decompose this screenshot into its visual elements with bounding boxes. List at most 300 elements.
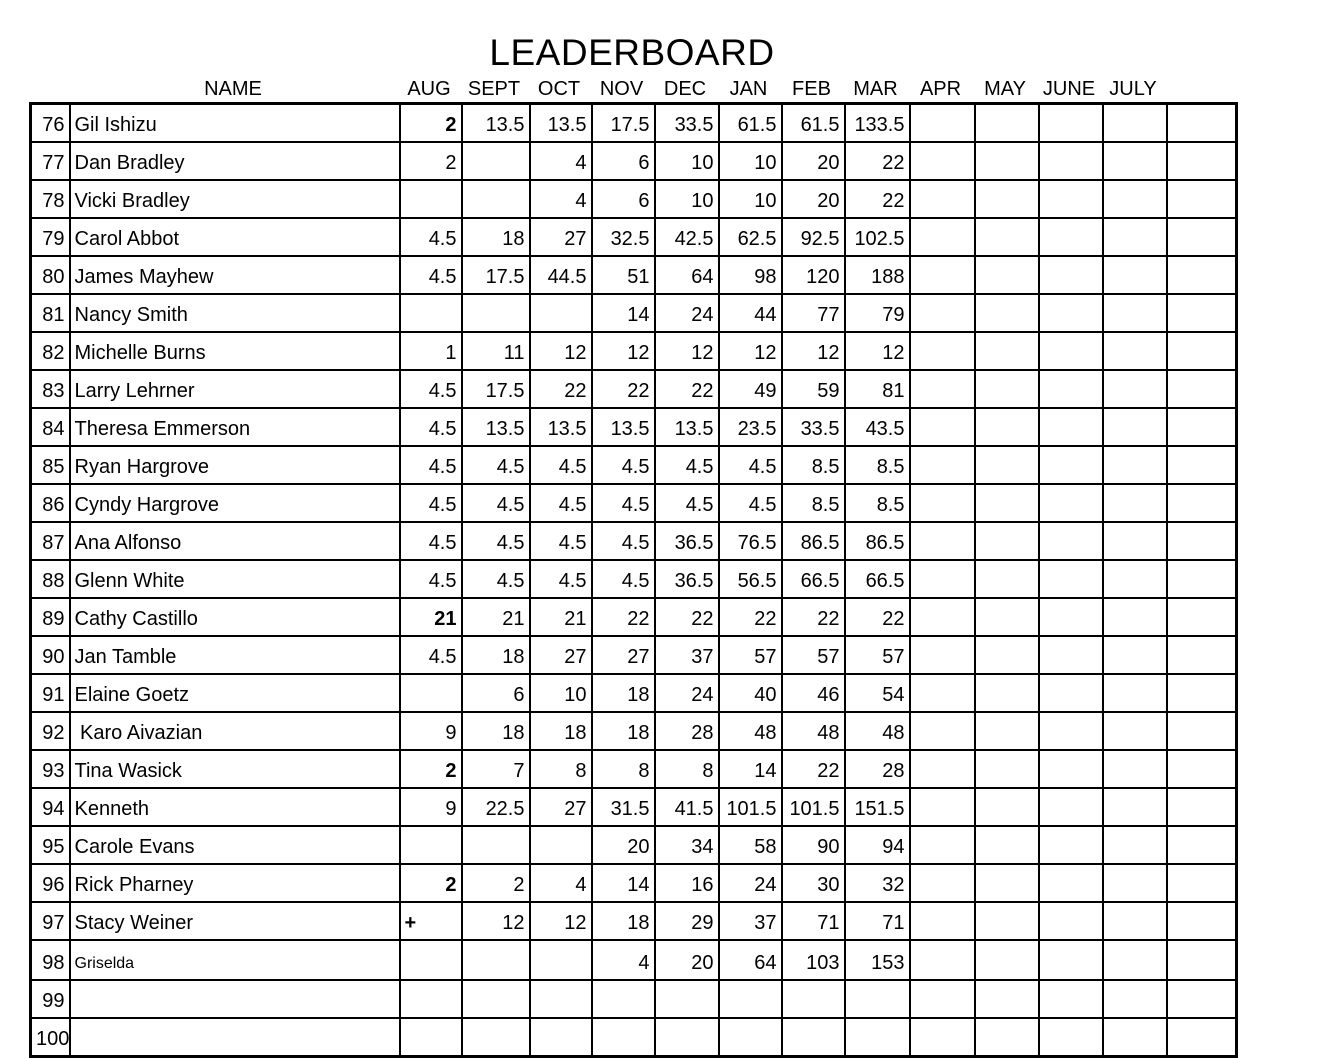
table-row <box>31 1018 1237 1057</box>
value-cell: 46 <box>782 674 845 712</box>
name-cell: Larry Lehrner <box>70 370 400 408</box>
value-cell: 13.5 <box>462 408 530 446</box>
value-cell <box>1039 218 1103 256</box>
value-cell: 86.5 <box>845 522 910 560</box>
value-cell: 57 <box>719 636 782 674</box>
row-number-cell: 98 <box>31 940 70 980</box>
value-cell <box>910 560 975 598</box>
value-cell: 4.5 <box>462 560 530 598</box>
row-number-cell: 86 <box>31 484 70 522</box>
value-cell: 2 <box>462 864 530 902</box>
value-cell <box>1103 408 1167 446</box>
value-cell <box>975 940 1039 980</box>
value-cell: 90 <box>782 826 845 864</box>
value-cell: 17.5 <box>462 256 530 294</box>
value-cell <box>1103 142 1167 180</box>
value-cell: 51 <box>592 256 655 294</box>
value-cell <box>1103 560 1167 598</box>
value-cell: 32 <box>845 864 910 902</box>
name-cell <box>70 1018 400 1057</box>
value-cell <box>975 142 1039 180</box>
value-cell: 4.5 <box>592 446 655 484</box>
value-cell <box>530 826 592 864</box>
value-cell: 86.5 <box>782 522 845 560</box>
value-cell <box>1167 864 1237 902</box>
value-cell: 64 <box>719 940 782 980</box>
name-cell: Stacy Weiner <box>70 902 400 940</box>
table-row <box>31 598 1237 636</box>
value-cell <box>910 980 975 1018</box>
column-header-oct: OCT <box>537 78 581 100</box>
value-cell: 18 <box>462 218 530 256</box>
value-cell: 56.5 <box>719 560 782 598</box>
value-cell: 20 <box>782 180 845 218</box>
value-cell <box>1103 446 1167 484</box>
value-cell: 12 <box>782 332 845 370</box>
table-row <box>31 826 1237 864</box>
value-cell: 1 <box>400 332 462 370</box>
value-cell <box>1039 446 1103 484</box>
value-cell: 2 <box>400 142 462 180</box>
value-cell: 12 <box>530 332 592 370</box>
value-cell: 48 <box>845 712 910 750</box>
value-cell <box>1167 902 1237 940</box>
value-cell: 153 <box>845 940 910 980</box>
value-cell <box>1103 980 1167 1018</box>
value-cell <box>719 980 782 1018</box>
value-cell: 12 <box>845 332 910 370</box>
value-cell: 40 <box>719 674 782 712</box>
value-cell <box>1167 560 1237 598</box>
value-cell <box>1039 484 1103 522</box>
row-number-cell: 84 <box>31 408 70 446</box>
name-cell: Ryan Hargrove <box>70 446 400 484</box>
value-cell <box>1167 674 1237 712</box>
value-cell <box>462 180 530 218</box>
value-cell <box>1103 788 1167 826</box>
table-row <box>31 940 1237 980</box>
value-cell: 10 <box>719 180 782 218</box>
table-row <box>31 560 1237 598</box>
name-cell: Jan Tamble <box>70 636 400 674</box>
column-header-feb: FEB <box>792 78 831 100</box>
value-cell: 8.5 <box>782 446 845 484</box>
value-cell: 92.5 <box>782 218 845 256</box>
value-cell <box>1167 370 1237 408</box>
value-cell <box>719 1018 782 1057</box>
table-row <box>31 104 1237 143</box>
value-cell <box>462 1018 530 1057</box>
value-cell <box>1103 826 1167 864</box>
value-cell <box>1167 446 1237 484</box>
value-cell <box>1103 370 1167 408</box>
value-cell: 9 <box>400 788 462 826</box>
table-row <box>31 864 1237 902</box>
column-header-name: NAME <box>204 78 262 100</box>
table-row <box>31 332 1237 370</box>
value-cell: 22 <box>719 598 782 636</box>
value-cell: 58 <box>719 826 782 864</box>
value-cell <box>530 294 592 332</box>
value-cell <box>975 522 1039 560</box>
value-cell <box>910 332 975 370</box>
value-cell <box>462 980 530 1018</box>
value-cell <box>655 980 719 1018</box>
value-cell <box>910 408 975 446</box>
value-cell <box>1039 370 1103 408</box>
value-cell: 66.5 <box>845 560 910 598</box>
value-cell <box>910 104 975 143</box>
value-cell <box>400 180 462 218</box>
value-cell: 77 <box>782 294 845 332</box>
value-cell: 10 <box>530 674 592 712</box>
row-number-cell: 96 <box>31 864 70 902</box>
value-cell <box>1167 636 1237 674</box>
value-cell <box>462 826 530 864</box>
value-cell <box>1103 674 1167 712</box>
value-cell: 8.5 <box>845 484 910 522</box>
value-cell: 13.5 <box>462 104 530 143</box>
value-cell: 44 <box>719 294 782 332</box>
row-number-cell: 80 <box>31 256 70 294</box>
value-cell <box>1167 256 1237 294</box>
value-cell <box>1039 560 1103 598</box>
value-cell: 20 <box>782 142 845 180</box>
value-cell: 4.5 <box>530 446 592 484</box>
name-cell <box>70 980 400 1018</box>
value-cell: 6 <box>592 142 655 180</box>
value-cell: 33.5 <box>655 104 719 143</box>
value-cell <box>975 598 1039 636</box>
value-cell: 4.5 <box>462 522 530 560</box>
value-cell: 71 <box>782 902 845 940</box>
value-cell: 4.5 <box>655 484 719 522</box>
value-cell: 2 <box>400 864 462 902</box>
name-cell: Dan Bradley <box>70 142 400 180</box>
value-cell <box>975 256 1039 294</box>
value-cell <box>910 522 975 560</box>
value-cell: 4 <box>530 180 592 218</box>
column-header-sept: SEPT <box>467 78 521 100</box>
value-cell: 4.5 <box>400 446 462 484</box>
value-cell: 4.5 <box>400 636 462 674</box>
table-row <box>31 370 1237 408</box>
name-cell: Carole Evans <box>70 826 400 864</box>
value-cell <box>910 902 975 940</box>
value-cell: 22 <box>845 180 910 218</box>
value-cell: 17.5 <box>462 370 530 408</box>
value-cell: 12 <box>719 332 782 370</box>
value-cell: 81 <box>845 370 910 408</box>
column-header-jan: JAN <box>729 78 768 100</box>
name-cell: Glenn White <box>70 560 400 598</box>
value-cell <box>1167 826 1237 864</box>
value-cell <box>1167 598 1237 636</box>
value-cell: 8.5 <box>845 446 910 484</box>
value-cell: 4.5 <box>400 560 462 598</box>
value-cell: 29 <box>655 902 719 940</box>
value-cell: 4.5 <box>655 446 719 484</box>
value-cell <box>975 712 1039 750</box>
value-cell <box>975 446 1039 484</box>
value-cell: 27 <box>530 636 592 674</box>
value-cell: 6 <box>592 180 655 218</box>
value-cell <box>1103 522 1167 560</box>
value-cell: 2 <box>400 104 462 143</box>
value-cell: 59 <box>782 370 845 408</box>
value-cell: 4.5 <box>530 484 592 522</box>
value-cell <box>1167 712 1237 750</box>
name-cell: Tina Wasick <box>70 750 400 788</box>
value-cell: 4.5 <box>592 522 655 560</box>
row-number-cell: 81 <box>31 294 70 332</box>
row-number-cell: 99 <box>31 980 70 1018</box>
value-cell <box>910 788 975 826</box>
value-cell: 101.5 <box>782 788 845 826</box>
value-cell: 14 <box>592 294 655 332</box>
value-cell: 48 <box>719 712 782 750</box>
value-cell <box>592 1018 655 1057</box>
row-number-cell: 85 <box>31 446 70 484</box>
value-cell: 4.5 <box>592 484 655 522</box>
value-cell: 102.5 <box>845 218 910 256</box>
column-header-aug: AUG <box>407 78 451 100</box>
value-cell: 44.5 <box>530 256 592 294</box>
value-cell <box>1167 142 1237 180</box>
value-cell: 18 <box>592 712 655 750</box>
value-cell: 4.5 <box>530 522 592 560</box>
value-cell <box>592 980 655 1018</box>
value-cell <box>1039 256 1103 294</box>
value-cell: 4.5 <box>400 522 462 560</box>
row-number-cell: 78 <box>31 180 70 218</box>
value-cell: 22 <box>845 598 910 636</box>
value-cell: 8.5 <box>782 484 845 522</box>
value-cell <box>1103 294 1167 332</box>
row-number-cell: 76 <box>31 104 70 143</box>
value-cell: 8 <box>530 750 592 788</box>
column-header-may: MAY <box>984 78 1026 100</box>
value-cell <box>1039 104 1103 143</box>
value-cell: + <box>400 902 462 940</box>
value-cell: 22 <box>655 598 719 636</box>
value-cell <box>782 1018 845 1057</box>
value-cell <box>910 864 975 902</box>
value-cell: 57 <box>845 636 910 674</box>
row-number-cell: 89 <box>31 598 70 636</box>
row-number-cell: 95 <box>31 826 70 864</box>
value-cell: 24 <box>719 864 782 902</box>
value-cell: 9 <box>400 712 462 750</box>
row-number-cell: 90 <box>31 636 70 674</box>
value-cell: 4 <box>592 940 655 980</box>
value-cell <box>1103 750 1167 788</box>
table-row <box>31 180 1237 218</box>
row-number-cell: 88 <box>31 560 70 598</box>
column-header-june: JUNE <box>1042 78 1096 100</box>
value-cell: 24 <box>655 674 719 712</box>
value-cell: 4.5 <box>592 560 655 598</box>
value-cell: 12 <box>530 902 592 940</box>
value-cell <box>910 712 975 750</box>
table-row <box>31 902 1237 940</box>
value-cell <box>462 294 530 332</box>
value-cell <box>1167 1018 1237 1057</box>
value-cell: 12 <box>655 332 719 370</box>
value-cell: 151.5 <box>845 788 910 826</box>
value-cell: 4 <box>530 142 592 180</box>
table-row <box>31 294 1237 332</box>
name-cell: Elaine Goetz <box>70 674 400 712</box>
column-header-mar: MAR <box>853 78 898 100</box>
table-row <box>31 636 1237 674</box>
value-cell <box>975 370 1039 408</box>
value-cell: 57 <box>782 636 845 674</box>
value-cell <box>910 484 975 522</box>
value-cell <box>530 1018 592 1057</box>
name-cell: Cathy Castillo <box>70 598 400 636</box>
value-cell: 62.5 <box>719 218 782 256</box>
value-cell: 13.5 <box>530 408 592 446</box>
value-cell: 66.5 <box>782 560 845 598</box>
value-cell: 27 <box>592 636 655 674</box>
value-cell <box>975 104 1039 143</box>
value-cell: 10 <box>719 142 782 180</box>
column-header-nov: NOV <box>599 78 644 100</box>
value-cell <box>1103 180 1167 218</box>
value-cell <box>975 294 1039 332</box>
value-cell <box>1039 522 1103 560</box>
value-cell: 22 <box>592 598 655 636</box>
value-cell: 24 <box>655 294 719 332</box>
value-cell: 6 <box>462 674 530 712</box>
value-cell: 14 <box>719 750 782 788</box>
table-row <box>31 446 1237 484</box>
value-cell: 18 <box>462 636 530 674</box>
column-header-dec: DEC <box>663 78 707 100</box>
table-row <box>31 788 1237 826</box>
value-cell: 36.5 <box>655 522 719 560</box>
value-cell: 4.5 <box>400 256 462 294</box>
column-header-july: JULY <box>1109 78 1157 100</box>
value-cell <box>530 940 592 980</box>
value-cell: 37 <box>655 636 719 674</box>
value-cell: 37 <box>719 902 782 940</box>
value-cell: 10 <box>655 180 719 218</box>
value-cell: 4.5 <box>400 408 462 446</box>
value-cell <box>400 674 462 712</box>
value-cell <box>910 750 975 788</box>
value-cell <box>1167 294 1237 332</box>
value-cell <box>1039 902 1103 940</box>
value-cell <box>400 940 462 980</box>
value-cell: 28 <box>845 750 910 788</box>
value-cell <box>400 826 462 864</box>
value-cell: 4.5 <box>462 446 530 484</box>
value-cell: 61.5 <box>782 104 845 143</box>
table-row <box>31 750 1237 788</box>
table-row <box>31 712 1237 750</box>
name-cell: Theresa Emmerson <box>70 408 400 446</box>
value-cell <box>1167 522 1237 560</box>
value-cell <box>1103 104 1167 143</box>
value-cell <box>1167 332 1237 370</box>
value-cell <box>975 826 1039 864</box>
value-cell <box>530 980 592 1018</box>
value-cell <box>1039 180 1103 218</box>
value-cell: 41.5 <box>655 788 719 826</box>
value-cell: 21 <box>462 598 530 636</box>
value-cell <box>910 446 975 484</box>
value-cell <box>1167 940 1237 980</box>
value-cell <box>845 1018 910 1057</box>
table-row <box>31 980 1237 1018</box>
value-cell <box>910 598 975 636</box>
value-cell <box>1039 332 1103 370</box>
value-cell: 4 <box>530 864 592 902</box>
row-number-cell: 97 <box>31 902 70 940</box>
name-cell: Michelle Burns <box>70 332 400 370</box>
column-header-apr: APR <box>919 78 962 100</box>
row-number-cell: 82 <box>31 332 70 370</box>
row-number-cell: 79 <box>31 218 70 256</box>
value-cell <box>910 256 975 294</box>
value-cell: 17.5 <box>592 104 655 143</box>
value-cell <box>975 750 1039 788</box>
value-cell: 36.5 <box>655 560 719 598</box>
table-row <box>31 256 1237 294</box>
value-cell <box>782 980 845 1018</box>
value-cell: 43.5 <box>845 408 910 446</box>
value-cell: 21 <box>530 598 592 636</box>
value-cell: 34 <box>655 826 719 864</box>
value-cell <box>910 636 975 674</box>
value-cell <box>462 142 530 180</box>
value-cell: 4.5 <box>719 484 782 522</box>
name-cell: Cyndy Hargrove <box>70 484 400 522</box>
table-row <box>31 218 1237 256</box>
value-cell: 14 <box>592 864 655 902</box>
table-row <box>31 484 1237 522</box>
value-cell: 71 <box>845 902 910 940</box>
value-cell <box>910 826 975 864</box>
name-cell: Nancy Smith <box>70 294 400 332</box>
row-number-cell: 91 <box>31 674 70 712</box>
value-cell <box>975 902 1039 940</box>
value-cell: 8 <box>592 750 655 788</box>
value-cell: 22 <box>655 370 719 408</box>
value-cell <box>462 940 530 980</box>
name-cell: Gil Ishizu <box>70 104 400 143</box>
value-cell <box>910 1018 975 1057</box>
value-cell <box>845 980 910 1018</box>
value-cell <box>1167 484 1237 522</box>
value-cell: 22 <box>592 370 655 408</box>
value-cell <box>400 294 462 332</box>
value-cell <box>1039 1018 1103 1057</box>
value-cell <box>975 180 1039 218</box>
value-cell: 61.5 <box>719 104 782 143</box>
value-cell: 48 <box>782 712 845 750</box>
value-cell: 20 <box>592 826 655 864</box>
value-cell: 22 <box>782 598 845 636</box>
row-number-cell: 83 <box>31 370 70 408</box>
value-cell: 94 <box>845 826 910 864</box>
value-cell: 11 <box>462 332 530 370</box>
value-cell <box>1103 598 1167 636</box>
value-cell <box>910 674 975 712</box>
table-row <box>31 674 1237 712</box>
